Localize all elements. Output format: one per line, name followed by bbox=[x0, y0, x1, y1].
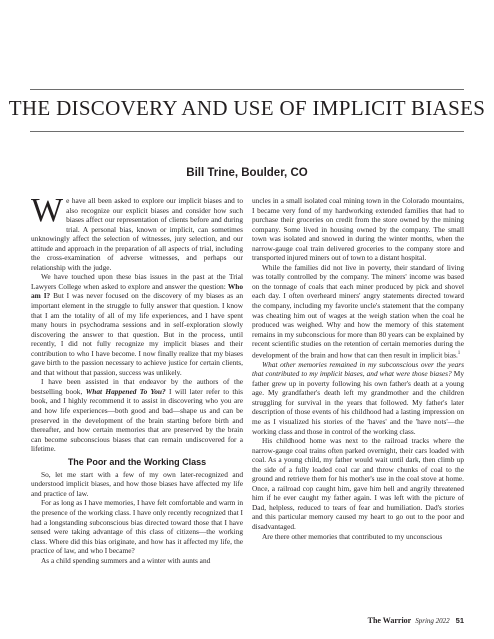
paragraph: Are there other memories that contributed to my unconscious bbox=[262, 531, 443, 541]
emphasis-text: Who am I? bbox=[31, 281, 243, 301]
paragraph bbox=[31, 196, 243, 272]
title-rule-top bbox=[30, 89, 464, 90]
right-column bbox=[252, 196, 464, 604]
book-title: What Happened To You? bbox=[85, 386, 166, 396]
paragraph-text: e have all been asked to explore our implicit biases and to also recognize our explicit biases and consider how such biases affect our representation of clients before and during trial. A personal bias, known or implicit, can sometimes unknowingly affect the selection of witnesses, jury selection, and our attitude and approach in the preparation of all aspects of trial, including the cross-examination of adverse witnesses, and perhaps our relationship with the judge. bbox=[31, 196, 243, 272]
italic-text: What other memories remained in my subconscious over the years that contributed to my implicit biases, and what were those biases? bbox=[252, 359, 464, 379]
title-rule-bottom bbox=[30, 131, 464, 132]
paragraph-text: My father grew up in poverty following his own father's death at a young age. My grandfather's death left my grandmother and the children struggling for survival in the years that followed. My father's later description of those events of his childhood had a lasting impression on me as I visualized his stories of the 'haves' and the 'have nots'—the working class and those in control of the working class. bbox=[252, 369, 464, 436]
paragraph-text: While the families did not live in poverty, their standard of living was totally controlled by the company. The miners' income was based on the tonnage of coals that each miner produced by pick and shovel each day. I often overheard miners' angry statements directed toward the company, including my favorite uncle's statement that the company was cheating him out of wages at the weigh station when the coal he produced was weighed. Why and how the memory of this statement remains in my subconscious for more than 80 years can be explained by recent scientific studies on the retention of certain memories during the development of the brain and how that can then result in implicit bias. bbox=[252, 262, 464, 360]
paragraph bbox=[252, 360, 464, 436]
article-title: THE DISCOVERY AND USE OF IMPLICIT BIASES bbox=[8, 96, 486, 120]
page-number: 51 bbox=[455, 616, 464, 625]
paragraph: uncles in a small isolated coal mining town in the Colorado mountains, I became very fond of my hardworking extended families that had to purchase their groceries on credit from the store owned by the mining company. Some lived in housing owned by the company. The small town was isolated and snowed in during the winter months, when the narrow-gauge coal train delivered groceries to the company store and transported injured miners out of town to a distant hospital. bbox=[252, 196, 464, 263]
section-heading: The Poor and the Working Class bbox=[67, 456, 207, 467]
paragraph bbox=[31, 377, 243, 453]
paragraph: His childhood home was next to the railroad tracks where the narrow-gauge coal trains often parked overnight, their cars loaded with coal. As a young child, my father would wait until dark, then climb up the side of a fully loaded coal car and throw chunks of coal to the ground and retrieve them for his mother's use in the coal stove at home. Once, a railroad cop caught him, gave him hell and angrily threatened him if he ever caught my father again. I was left with the picture of Dad, helpless, reduced to tears of fear and humiliation. Dad's stories and this particular memory caused my heart to go out to the poor and disadvantaged. bbox=[252, 436, 464, 532]
paragraph bbox=[31, 272, 243, 377]
article-byline: Bill Trine, Boulder, CO bbox=[186, 167, 308, 179]
left-column bbox=[31, 196, 243, 604]
paragraph-text: We have touched upon these bias issues in the past at the Trial Lawyers College when asked to explore and answer the question: bbox=[31, 272, 243, 291]
paragraph-text: But I was never focused on the discovery of my biases as an important element in the struggle to fully answer that question. I know that I am the totality of all of my life experiences, and I have spent many hours in psychodrama sessions and in self-exploration slowly discovering the answer to that question. But in the process, until recently, I did not fully recognize my implicit biases and their contribution to who I have become. I now finally realize that my biases gave birth to the passion necessary to achieve justice for certain clients, and that without that passion, success was unlikely. bbox=[31, 291, 243, 377]
paragraph-text: I have been assisted in that endeavor by the authors of the bestselling book, bbox=[31, 377, 243, 396]
paragraph bbox=[252, 263, 464, 360]
footnote-marker: 1 bbox=[457, 350, 461, 356]
magazine-name: The Warrior bbox=[367, 616, 412, 625]
paragraph-text: I will later refer to this book, and I highly recommend it to assist in discovering who you are and how life experiences—both good and bad—shape us and can be preserved in the development of the brain starting before birth and thereafter, and how certain memories that are preserved by the brain can become subconscious biases that can remain undiscovered for a lifetime. bbox=[31, 386, 243, 454]
issue-season: Spring 2022 bbox=[415, 617, 450, 625]
paragraph: As a child spending summers and a winter with aunts and bbox=[41, 555, 211, 565]
paragraph: So, let me start with a few of my own later-recognized and understood implicit biases, and how those biases have affected my life and practice of law. bbox=[31, 469, 243, 498]
paragraph: For as long as I have memories, I have felt comfortable and warm in the presence of the working class. I have only recently recognized that I had a longstanding subconscious bias directed toward those that I have sensed were taking advantage of this class of citizens—the working class. Where did this bias originate, and how has it affected my life, the practice of law, and who I became? bbox=[31, 498, 243, 556]
page-footer bbox=[368, 616, 464, 625]
drop-cap: W bbox=[31, 196, 64, 229]
